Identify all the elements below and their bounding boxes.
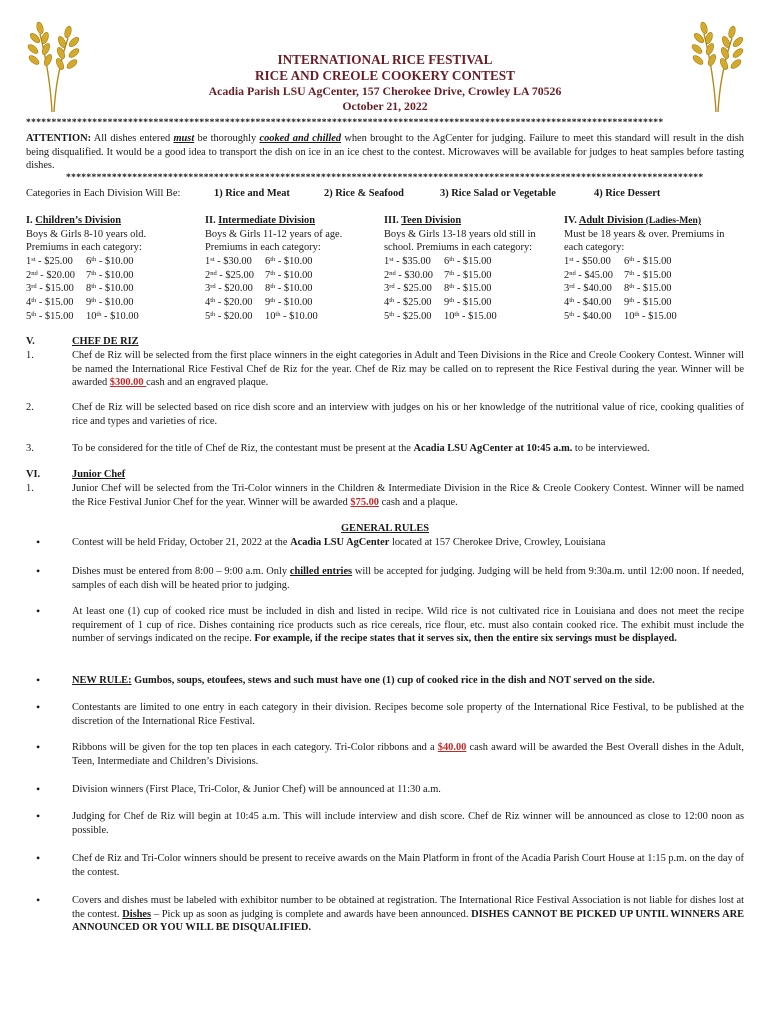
must-emphasis: must — [173, 133, 195, 144]
bullet-icon: • — [36, 893, 41, 907]
division-title: Intermediate Division — [218, 215, 315, 226]
bullet-icon: • — [36, 700, 41, 714]
rule-item — [26, 741, 744, 771]
prize-place: 5th - $40.00 — [564, 310, 612, 322]
rule-text — [72, 565, 744, 592]
prize-place: 8th - $15.00 — [624, 283, 672, 295]
prize-place: 3rd - $20.00 — [205, 283, 253, 295]
division-description: Boys & Girls 8-10 years old. — [26, 228, 147, 240]
prize-place: 6th - $10.00 — [86, 256, 134, 268]
rule-text-part: Contest will be held Friday, October 21, 2022 at the — [72, 537, 291, 548]
prize-place: 1st - $35.00 — [384, 256, 431, 268]
prize-place: 5th - $25.00 — [384, 310, 432, 322]
division-column — [384, 214, 564, 323]
rule-item — [26, 565, 744, 595]
prize-row — [205, 310, 385, 324]
chef-de-riz-title: CHEF DE RIZ — [72, 336, 139, 347]
attention-text: when brought to the AgCenter for judging. Failure to meet this standard will result in the dish being disqualified. It would be a good idea to transport the dish on ice in an ice chest to the contest. Microwaves will be available for judges to heat samples before tasting dishes. — [26, 133, 744, 172]
rule-item — [26, 894, 744, 938]
prize-row — [564, 282, 744, 296]
prize-row — [384, 310, 564, 324]
division-column — [26, 214, 206, 323]
rule-text-part: Gumbos, soups, etoufees, stews and such must have one (1) cup of cooked rice in the dish and NOT served on the side. — [131, 675, 655, 686]
prize-place: 7th - $15.00 — [624, 269, 672, 281]
prize-row — [564, 310, 744, 324]
category-3: 3) Rice Salad or Vegetable — [440, 188, 556, 199]
prize-place: 3rd - $15.00 — [26, 283, 74, 295]
prize-row — [205, 255, 385, 269]
prize-place: 1st - $50.00 — [564, 256, 611, 268]
junior-prize-amount: $75.00 — [350, 496, 379, 508]
dishes-emphasis: Dishes — [122, 908, 152, 920]
rule-item — [26, 810, 744, 840]
prize-place: 5th - $15.00 — [26, 310, 74, 322]
junior-chef-paragraph — [72, 482, 744, 509]
rule-text: Division winners (First Place, Tri-Color, & Junior Chef) will be announced at 11:30 a.m. — [72, 784, 441, 795]
division-title: Adult Division — [578, 215, 644, 226]
prize-place: 10th - $10.00 — [265, 310, 318, 322]
division-description: Premiums in each category: — [26, 242, 142, 254]
division-heading — [564, 214, 744, 228]
bullet-icon: • — [36, 809, 41, 823]
division-description: Premiums in each category: — [205, 242, 321, 254]
division-title: Teen Division — [401, 215, 462, 226]
best-overall-amount: $40.00 — [437, 742, 467, 753]
attention-label: ATTENTION: — [26, 133, 92, 144]
prize-place: 10th - $10.00 — [86, 310, 139, 322]
division-column — [205, 214, 385, 323]
prize-place: 4th - $20.00 — [205, 296, 253, 308]
prize-place: 6th - $15.00 — [624, 256, 672, 268]
chef-item-3 — [26, 442, 744, 458]
attention-text: be thoroughly — [194, 133, 260, 144]
prize-place: 4th - $40.00 — [564, 296, 612, 308]
chilled-entries-emphasis: chilled entries — [289, 566, 353, 577]
prize-row — [205, 269, 385, 283]
attention-text: All dishes entered — [91, 133, 174, 144]
item-number: 3. — [26, 443, 34, 454]
prize-place: 9th - $10.00 — [265, 296, 313, 308]
rule-text: Judging for Chef de Riz will begin at 10:45 a.m. This will include interview and dish score. Chef de Riz winner will be announced as close to 12:00 noon as possible. — [72, 811, 744, 836]
bullet-icon: • — [36, 564, 41, 578]
rule-text-part: Covers and dishes must be labeled with exhibitor number to be obtained at registration. The International Rice Festival Association is not liable for dishes lost at the contest. — [72, 895, 744, 920]
prize-place: 2nd - $45.00 — [564, 269, 613, 281]
chef-text: Chef de Riz will be selected from the first place winners in the eight categories in Adult and Teen Divisions in the Rice and Creole Cookery Contest. Winner will be named the International Rice Festival Chef de Riz for the year. Chef de Riz may be called on to represent the Rice Festival during the year. Winner will be awarded — [72, 350, 744, 389]
separator-bottom: ***************************************************************************************************************************** — [66, 173, 704, 183]
general-rules-title: GENERAL RULES — [340, 523, 430, 534]
item-number: 2. — [26, 402, 34, 413]
division-extra: (Ladies-Men) — [643, 215, 702, 226]
prize-row — [26, 310, 206, 324]
rule-item — [26, 701, 744, 731]
category-2: 2) Rice & Seafood — [324, 188, 404, 199]
division-number: II. — [205, 215, 219, 226]
prize-row — [26, 296, 206, 310]
rule-item — [26, 852, 744, 882]
item-number: 1. — [26, 350, 34, 361]
prize-place: 7th - $10.00 — [265, 269, 313, 281]
festival-title: INTERNATIONAL RICE FESTIVAL — [277, 52, 493, 67]
rule-text-part: At least one (1) cup of cooked rice must be included in dish and listed in recipe. Wild rice is not cultivated rice in Louisiana and does not meet the recipe requirement of 1 cup of rice. Dishes containing rice products such as rice cereals, rice flour, etc. must also contain cooked rice. The exhibit must include the number of servings indicated on the recipe. — [72, 606, 744, 645]
chef-prize-amount: $300.00 — [109, 377, 147, 389]
servings-emphasis: For example, if the recipe states that it serves six, then the entire six servings must be displayed. — [254, 633, 677, 645]
prize-row — [384, 255, 564, 269]
prize-row — [564, 269, 744, 283]
rule-text — [72, 605, 744, 646]
contest-title: RICE AND CREOLE COOKERY CONTEST — [255, 68, 515, 83]
division-title: Children’s Division — [35, 215, 121, 226]
item-number: 1. — [26, 483, 34, 494]
category-4: 4) Rice Dessert — [594, 188, 661, 199]
bullet-icon: • — [36, 851, 41, 865]
prize-place: 1st - $30.00 — [205, 256, 252, 268]
prize-row — [205, 282, 385, 296]
division-description: Boys & Girls 11-12 years of age. — [205, 228, 343, 240]
rule-item — [26, 605, 744, 661]
rule-text-part: located at 157 Cherokee Drive, Crowley, Louisiana — [389, 537, 606, 548]
bullet-icon: • — [36, 782, 41, 796]
rule-item — [26, 536, 744, 552]
prize-place: 5th - $20.00 — [205, 310, 253, 322]
prize-place: 9th - $15.00 — [444, 296, 492, 308]
prize-place: 3rd - $40.00 — [564, 283, 612, 295]
rule-text — [72, 894, 744, 935]
categories-label: Categories in Each Division Will Be: — [26, 188, 181, 199]
prize-place: 7th - $10.00 — [86, 269, 134, 281]
prize-place: 2nd - $20.00 — [26, 269, 75, 281]
rule-venue: Acadia LSU AgCenter — [290, 537, 390, 548]
location-line: Acadia Parish LSU AgCenter, 157 Cherokee Drive, Crowley LA 70526 — [208, 84, 562, 98]
division-column — [564, 214, 744, 323]
new-rule-label: NEW RULE: — [72, 675, 132, 686]
bullet-icon: • — [36, 535, 41, 549]
prize-row — [26, 282, 206, 296]
prize-place: 4th - $15.00 — [26, 296, 74, 308]
chef-de-riz-section — [26, 335, 744, 395]
prize-place: 9th - $10.00 — [86, 296, 134, 308]
chef-text: cash and an engraved plaque. — [146, 377, 269, 389]
cooked-chilled-emphasis: cooked and chilled — [259, 133, 342, 144]
attention-paragraph — [26, 132, 744, 173]
junior-text: cash and a plaque. — [379, 496, 458, 508]
disqualification-warning: DISHES CANNOT BE PICKED UP UNTIL WINNERS ARE ANNOUNCED OR YOU WILL BE DISQUALIFIED. — [72, 908, 745, 934]
prize-place: 3rd - $25.00 — [384, 283, 432, 295]
division-heading — [26, 214, 206, 228]
rule-text: Contestants are limited to one entry in each category in their division. Recipes become sole property of the International Rice Festival, to be published at the discretion of the International Rice Festival. — [72, 702, 744, 727]
rule-text-part: Dishes must be entered from 8:00 – 9:00 a.m. Only — [72, 566, 290, 577]
prize-row — [26, 255, 206, 269]
prize-row — [564, 296, 744, 310]
prize-row — [564, 255, 744, 269]
prize-place: 6th - $15.00 — [444, 256, 492, 268]
prize-place: 2nd - $30.00 — [384, 269, 433, 281]
category-1: 1) Rice and Meat — [214, 188, 290, 199]
prize-row — [26, 269, 206, 283]
division-heading — [384, 214, 564, 228]
date-line: October 21, 2022 — [342, 99, 428, 113]
rule-text: Chef de Riz and Tri-Color winners should be present to receive awards on the Main Platform in front of the Acadia Parish Court House at 1:15 p.m. on the day of the contest. — [72, 853, 744, 878]
division-heading — [205, 214, 385, 228]
chef-text: to be interviewed. — [572, 443, 650, 454]
document-header — [0, 52, 770, 114]
categories-line — [26, 187, 746, 201]
bullet-icon: • — [36, 673, 41, 687]
prize-place: 10th - $15.00 — [444, 310, 497, 322]
interview-location: Acadia LSU AgCenter at 10:45 a.m. — [413, 443, 573, 454]
rule-text — [72, 741, 744, 768]
rule-text — [72, 536, 744, 550]
prize-place: 2nd - $25.00 — [205, 269, 254, 281]
bullet-icon: • — [36, 604, 41, 618]
chef-paragraph-1 — [72, 349, 744, 390]
division-number: IV. — [564, 215, 579, 226]
rule-text-part: will be accepted for judging. Judging will be held from 9:30a.m. until 12:00 noon. If needed, samples of each dish will be heated prior to judging. — [72, 566, 745, 591]
prize-place: 8th - $10.00 — [265, 283, 313, 295]
prize-place: 9th - $15.00 — [624, 296, 672, 308]
rule-item — [26, 674, 744, 690]
junior-text: Junior Chef will be selected from the Tri-Color winners in the Children & Intermediate Division in the Rice & Creole Cookery Contest. Winner will be named the Rice Festival Junior Chef for the year. Winner will be awarded — [72, 483, 744, 508]
prize-row — [384, 269, 564, 283]
junior-chef-title: Junior Chef — [72, 469, 126, 480]
prize-row — [384, 282, 564, 296]
division-description: each category: — [564, 242, 625, 254]
prize-place: 8th - $10.00 — [86, 283, 134, 295]
bullet-icon: • — [36, 740, 41, 754]
junior-chef-section — [26, 468, 744, 512]
rule-text — [72, 674, 744, 688]
prize-row — [384, 296, 564, 310]
rule-text-part: Ribbons will be given for the top ten places in each category. Tri-Color ribbons and a — [72, 742, 438, 753]
prize-place: 7th - $15.00 — [444, 269, 492, 281]
section-number: V. — [26, 336, 35, 347]
prize-row — [205, 296, 385, 310]
rule-text-part: cash award will be awarded the Best Overall dishes in the Adult, Teen, Intermediate and Children’s Divisions. — [72, 742, 744, 767]
prize-place: 6th - $10.00 — [265, 256, 313, 268]
prize-place: 10th - $15.00 — [624, 310, 677, 322]
division-description: Must be 18 years & over. Premiums in — [564, 228, 725, 240]
rule-text-part: – Pick up as soon as judging is complete and awards have been announced. — [151, 908, 472, 920]
rule-item — [26, 783, 744, 799]
prize-place: 4th - $25.00 — [384, 296, 432, 308]
chef-text: To be considered for the title of Chef de Riz, the contestant must be present at the — [72, 443, 414, 454]
division-description: Boys & Girls 13-18 years old still in — [384, 228, 536, 240]
division-number: III. — [384, 215, 402, 226]
chef-paragraph-3 — [72, 442, 744, 456]
division-description: school. Premiums in each category: — [384, 242, 533, 254]
prize-place: 1st - $25.00 — [26, 256, 73, 268]
separator-top: ***************************************************************************************************************************** — [26, 118, 664, 128]
prize-place: 8th - $15.00 — [444, 283, 492, 295]
chef-paragraph-2: Chef de Riz will be selected based on rice dish score and an interview with judges on his or her knowledge of the nutritional value of rice, cooking qualities of rice and types and varieties of rice. — [72, 402, 744, 427]
chef-item-2 — [26, 401, 744, 431]
section-number: VI. — [26, 469, 41, 480]
division-number: I. — [26, 215, 36, 226]
